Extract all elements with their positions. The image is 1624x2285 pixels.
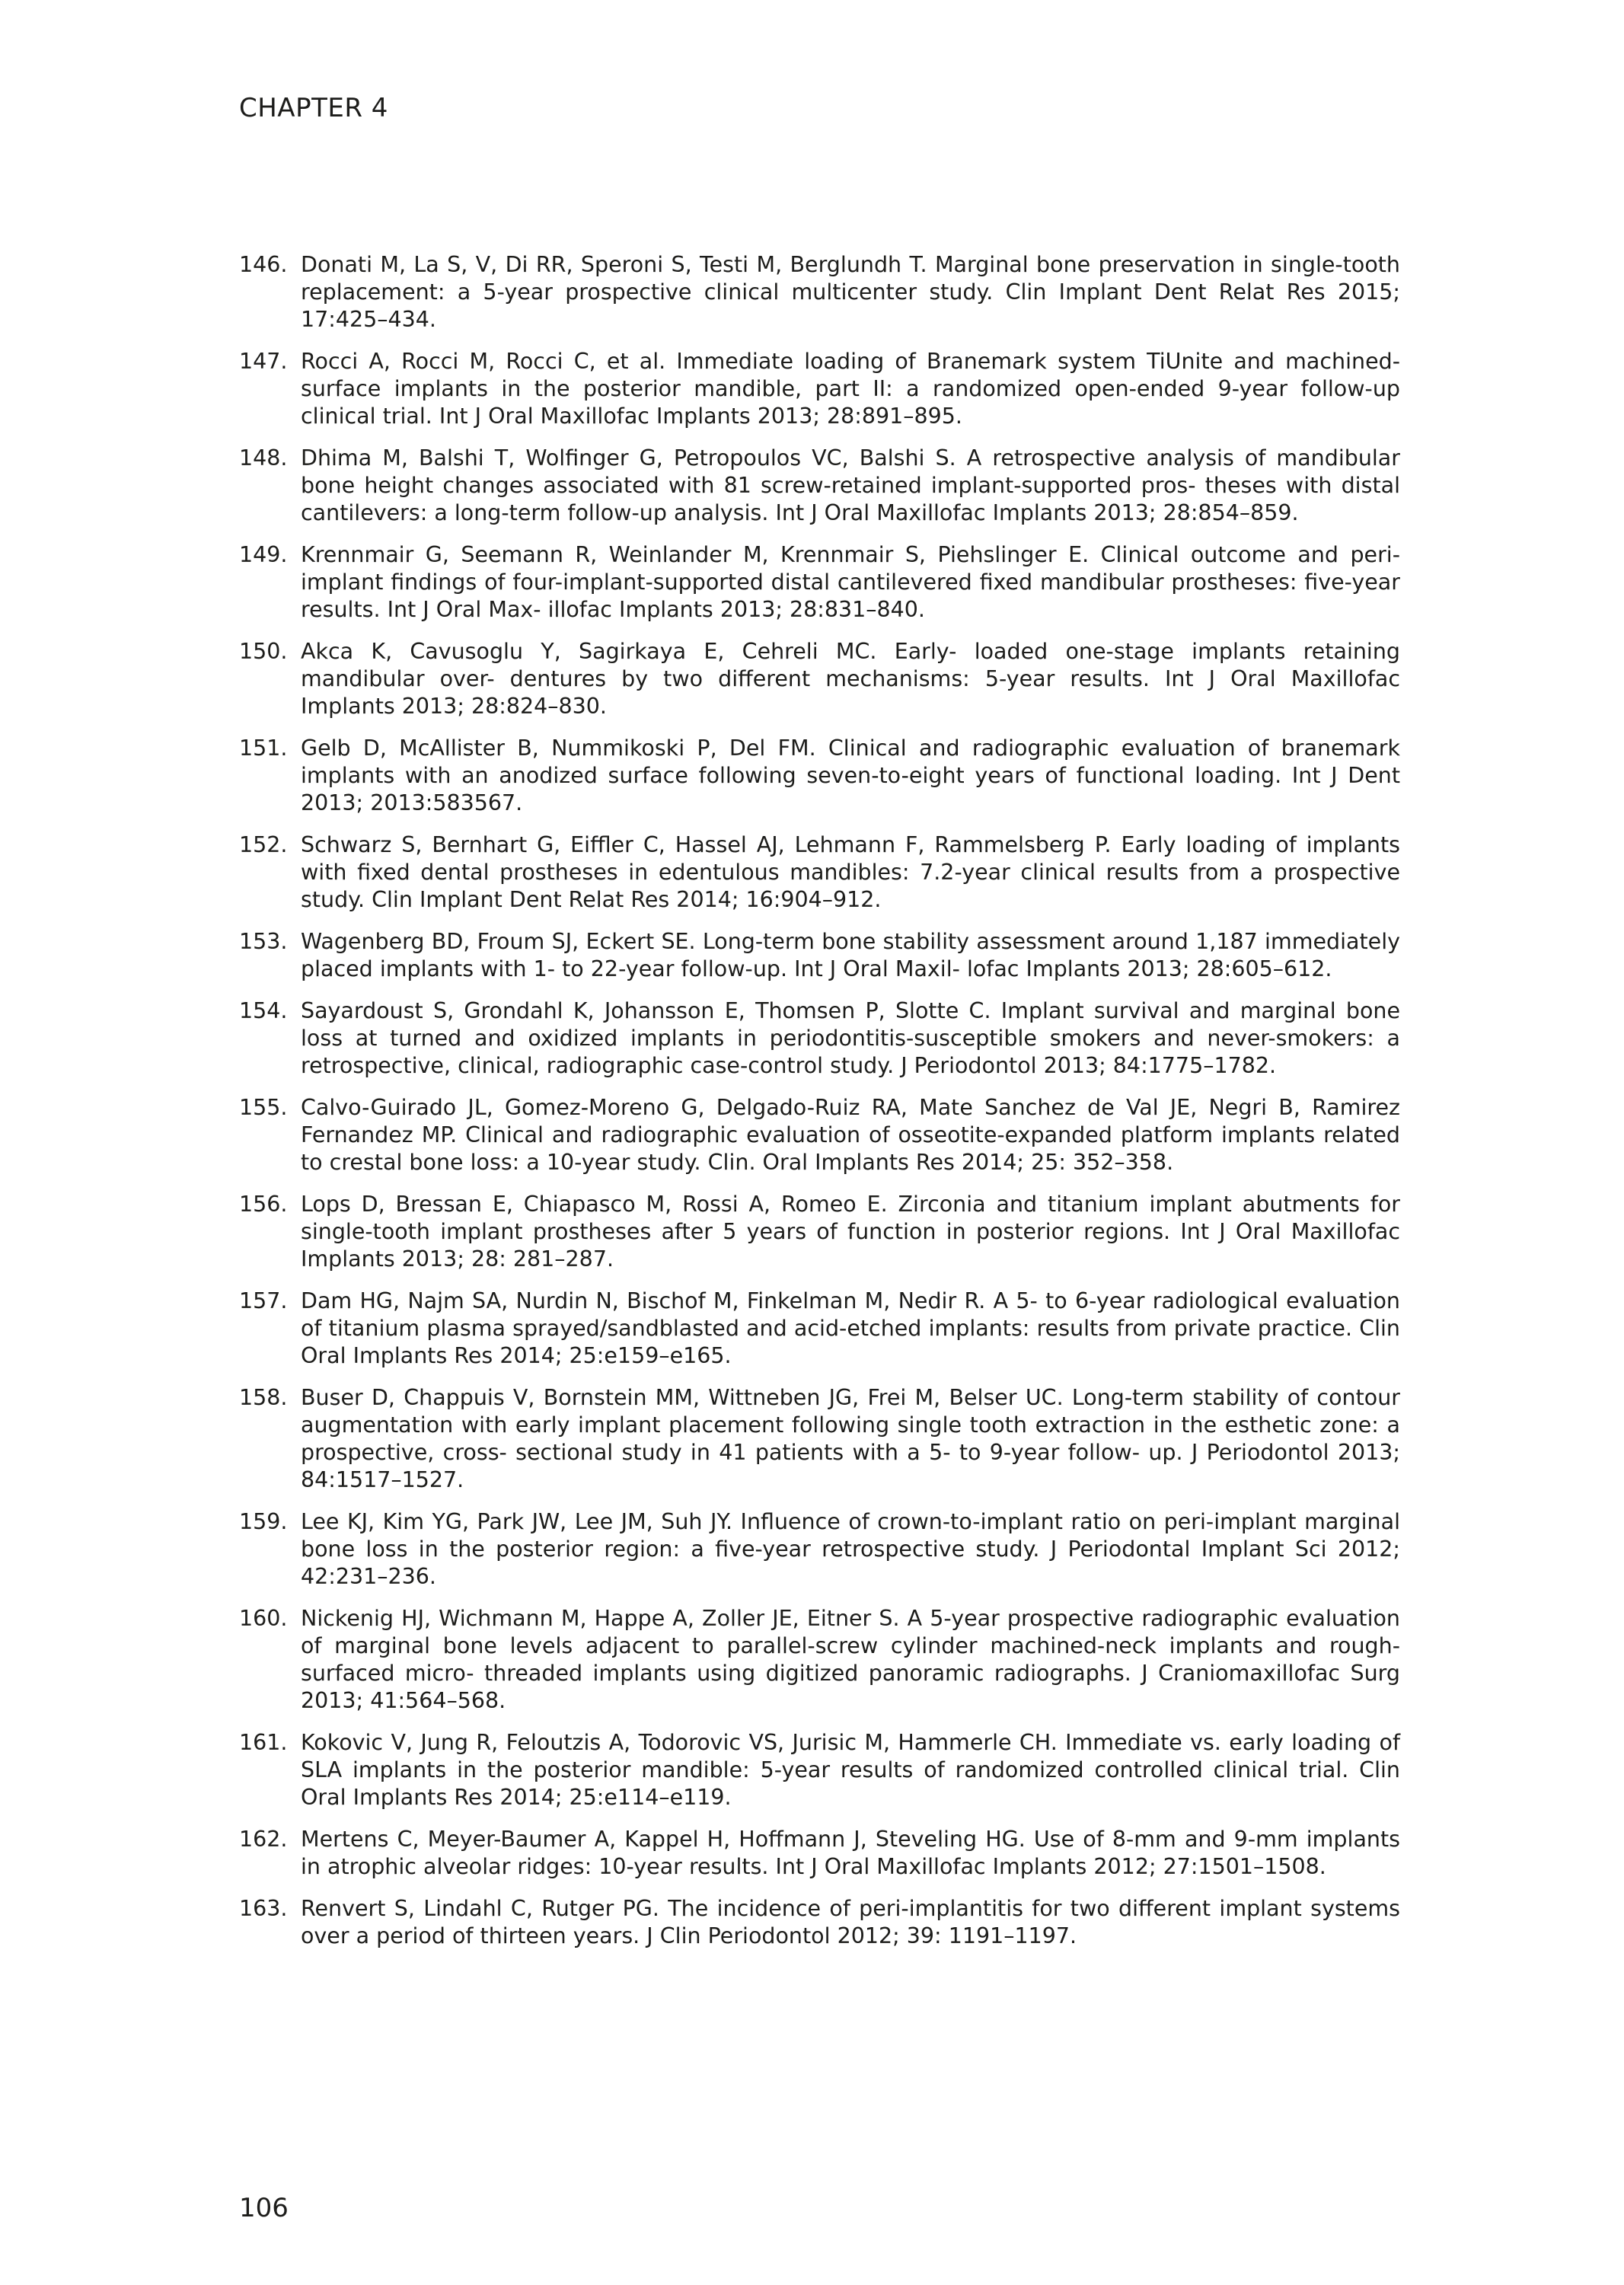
reference-text: Lee KJ, Kim YG, Park JW, Lee JM, Suh JY. Influence of crown-to-implant ratio on peri-implant marginal bone loss in the posterior region: a five-year retrospective study. J Periodontal Implant Sci 2012; 42:231–236.	[301, 1509, 1400, 1589]
reference-item	[239, 1508, 1400, 1591]
reference-item	[239, 445, 1400, 527]
reference-item	[239, 638, 1400, 720]
reference-text: Lops D, Bressan E, Chiapasco M, Rossi A, Romeo E. Zirconia and titanium implant abutments for single-tooth implant prostheses after 5 years of function in posterior regions. Int J Oral Maxillofac Implants 2013; 28: 281–287.	[301, 1192, 1400, 1272]
reference-number: 153.	[239, 929, 288, 954]
reference-text: Calvo-Guirado JL, Gomez-Moreno G, Delgado-Ruiz RA, Mate Sanchez de Val JE, Negri B, Ramirez Fernandez MP. Clinical and radiographic evaluation of osseotite-expanded platform implants related to crestal bone loss: a 10-year study. Clin. Oral Implants Res 2014; 25: 352–358.	[301, 1095, 1400, 1175]
reference-item	[239, 831, 1400, 914]
reference-item	[239, 1729, 1400, 1811]
reference-number: 161.	[239, 1730, 288, 1755]
reference-number: 162.	[239, 1827, 288, 1852]
reference-number: 149.	[239, 542, 288, 567]
reference-number: 151.	[239, 736, 288, 761]
reference-item	[239, 541, 1400, 624]
reference-item	[239, 1605, 1400, 1715]
reference-item	[239, 1895, 1400, 1950]
reference-text: Dam HG, Najm SA, Nurdin N, Bischof M, Finkelman M, Nedir R. A 5- to 6-year radiological evaluation of titanium plasma sprayed/sandblasted and acid-etched implants: results from private practice. Clin Oral Implants Res 2014; 25:e159–e165.	[301, 1288, 1400, 1368]
reference-number: 154.	[239, 998, 288, 1023]
reference-item	[239, 251, 1400, 333]
reference-item	[239, 997, 1400, 1080]
reference-number: 148.	[239, 445, 288, 471]
reference-text: Wagenberg BD, Froum SJ, Eckert SE. Long-term bone stability assessment around 1,187 immediately placed implants with 1- to 22-year follow-up. Int J Oral Maxil- lofac Implants 2013; 28:605–612.	[301, 929, 1400, 981]
reference-number: 150.	[239, 639, 288, 664]
reference-item	[239, 1826, 1400, 1881]
reference-number: 163.	[239, 1896, 288, 1921]
reference-text: Dhima M, Balshi T, Wolfinger G, Petropoulos VC, Balshi S. A retrospective analysis of mandibular bone height changes associated with 81 screw-retained implant-supported pros- theses with distal cantilevers: a long-term follow-up analysis. Int J Oral Maxillofac Implants 2013; 28:854–859.	[301, 445, 1400, 525]
reference-item	[239, 928, 1400, 983]
page-number: 106	[239, 2193, 289, 2223]
reference-text: Donati M, La S, V, Di RR, Speroni S, Testi M, Berglundh T. Marginal bone preservation in single-tooth replacement: a 5-year prospective clinical multicenter study. Clin Implant Dent Relat Res 2015; 17:425–434.	[301, 252, 1400, 332]
reference-number: 158.	[239, 1385, 288, 1410]
reference-text: Sayardoust S, Grondahl K, Johansson E, Thomsen P, Slotte C. Implant survival and marginal bone loss at turned and oxidized implants in periodontitis-susceptible smokers and never-smokers: a retrospective, clinical, radiographic case-control study. J Periodontol 2013; 84:1775–1782.	[301, 998, 1400, 1078]
reference-text: Krennmair G, Seemann R, Weinlander M, Krennmair S, Piehslinger E. Clinical outcome and peri-implant findings of four-implant-supported distal cantilevered fixed mandibular prostheses: five-year results. Int J Oral Max- illofac Implants 2013; 28:831–840.	[301, 542, 1400, 622]
reference-number: 160.	[239, 1606, 288, 1631]
reference-text: Nickenig HJ, Wichmann M, Happe A, Zoller JE, Eitner S. A 5-year prospective radiographic evaluation of marginal bone levels adjacent to parallel-screw cylinder machined-neck implants and rough-surfaced micro- threaded implants using digitized panoramic radiographs. J Craniomaxillofac Surg 2013; 41:564–568.	[301, 1606, 1400, 1713]
reference-text: Akca K, Cavusoglu Y, Sagirkaya E, Cehreli MC. Early- loaded one-stage implants retaining mandibular over- dentures by two different mechanisms: 5-year results. Int J Oral Maxillofac Implants 2013; 28:824–830.	[301, 639, 1400, 719]
reference-text: Buser D, Chappuis V, Bornstein MM, Wittneben JG, Frei M, Belser UC. Long-term stability of contour augmentation with early implant placement following single tooth extraction in the esthetic zone: a prospective, cross- sectional study in 41 patients with a 5- to 9-year follow- up. J Periodontol 2013; 84:1517–1527.	[301, 1385, 1400, 1492]
reference-text: Renvert S, Lindahl C, Rutger PG. The incidence of peri-implantitis for two different implant systems over a period of thirteen years. J Clin Periodontol 2012; 39: 1191–1197.	[301, 1896, 1400, 1948]
reference-item	[239, 1094, 1400, 1176]
reference-text: Schwarz S, Bernhart G, Eiffler C, Hassel AJ, Lehmann F, Rammelsberg P. Early loading of implants with fixed dental prostheses in edentulous mandibles: 7.2-year clinical results from a prospective study. Clin Implant Dent Relat Res 2014; 16:904–912.	[301, 832, 1400, 912]
reference-item	[239, 1191, 1400, 1273]
reference-number: 155.	[239, 1095, 288, 1120]
reference-number: 147.	[239, 349, 288, 374]
reference-item	[239, 735, 1400, 817]
reference-text: Kokovic V, Jung R, Feloutzis A, Todorovic VS, Jurisic M, Hammerle CH. Immediate vs. early loading of SLA implants in the posterior mandible: 5-year results of randomized controlled clinical trial. Clin Oral Implants Res 2014; 25:e114–e119.	[301, 1730, 1400, 1810]
reference-text: Gelb D, McAllister B, Nummikoski P, Del FM. Clinical and radiographic evaluation of branemark implants with an anodized surface following seven-to-eight years of functional loading. Int J Dent 2013; 2013:583567.	[301, 736, 1400, 815]
reference-number: 152.	[239, 832, 288, 857]
reference-text: Rocci A, Rocci M, Rocci C, et al. Immediate loading of Branemark system TiUnite and machined-surface implants in the posterior mandible, part II: a randomized open-ended 9-year follow-up clinical trial. Int J Oral Maxillofac Implants 2013; 28:891–895.	[301, 349, 1400, 429]
reference-item	[239, 348, 1400, 430]
reference-item	[239, 1384, 1400, 1494]
reference-number: 159.	[239, 1509, 288, 1534]
reference-item	[239, 1288, 1400, 1370]
reference-number: 156.	[239, 1192, 288, 1217]
reference-number: 146.	[239, 252, 288, 277]
running-head: CHAPTER 4	[239, 93, 388, 123]
reference-list	[239, 251, 1400, 1964]
reference-text: Mertens C, Meyer-Baumer A, Kappel H, Hoffmann J, Steveling HG. Use of 8-mm and 9-mm implants in atrophic alveolar ridges: 10-year results. Int J Oral Maxillofac Implants 2012; 27:1501–1508.	[301, 1827, 1400, 1879]
reference-number: 157.	[239, 1288, 288, 1313]
